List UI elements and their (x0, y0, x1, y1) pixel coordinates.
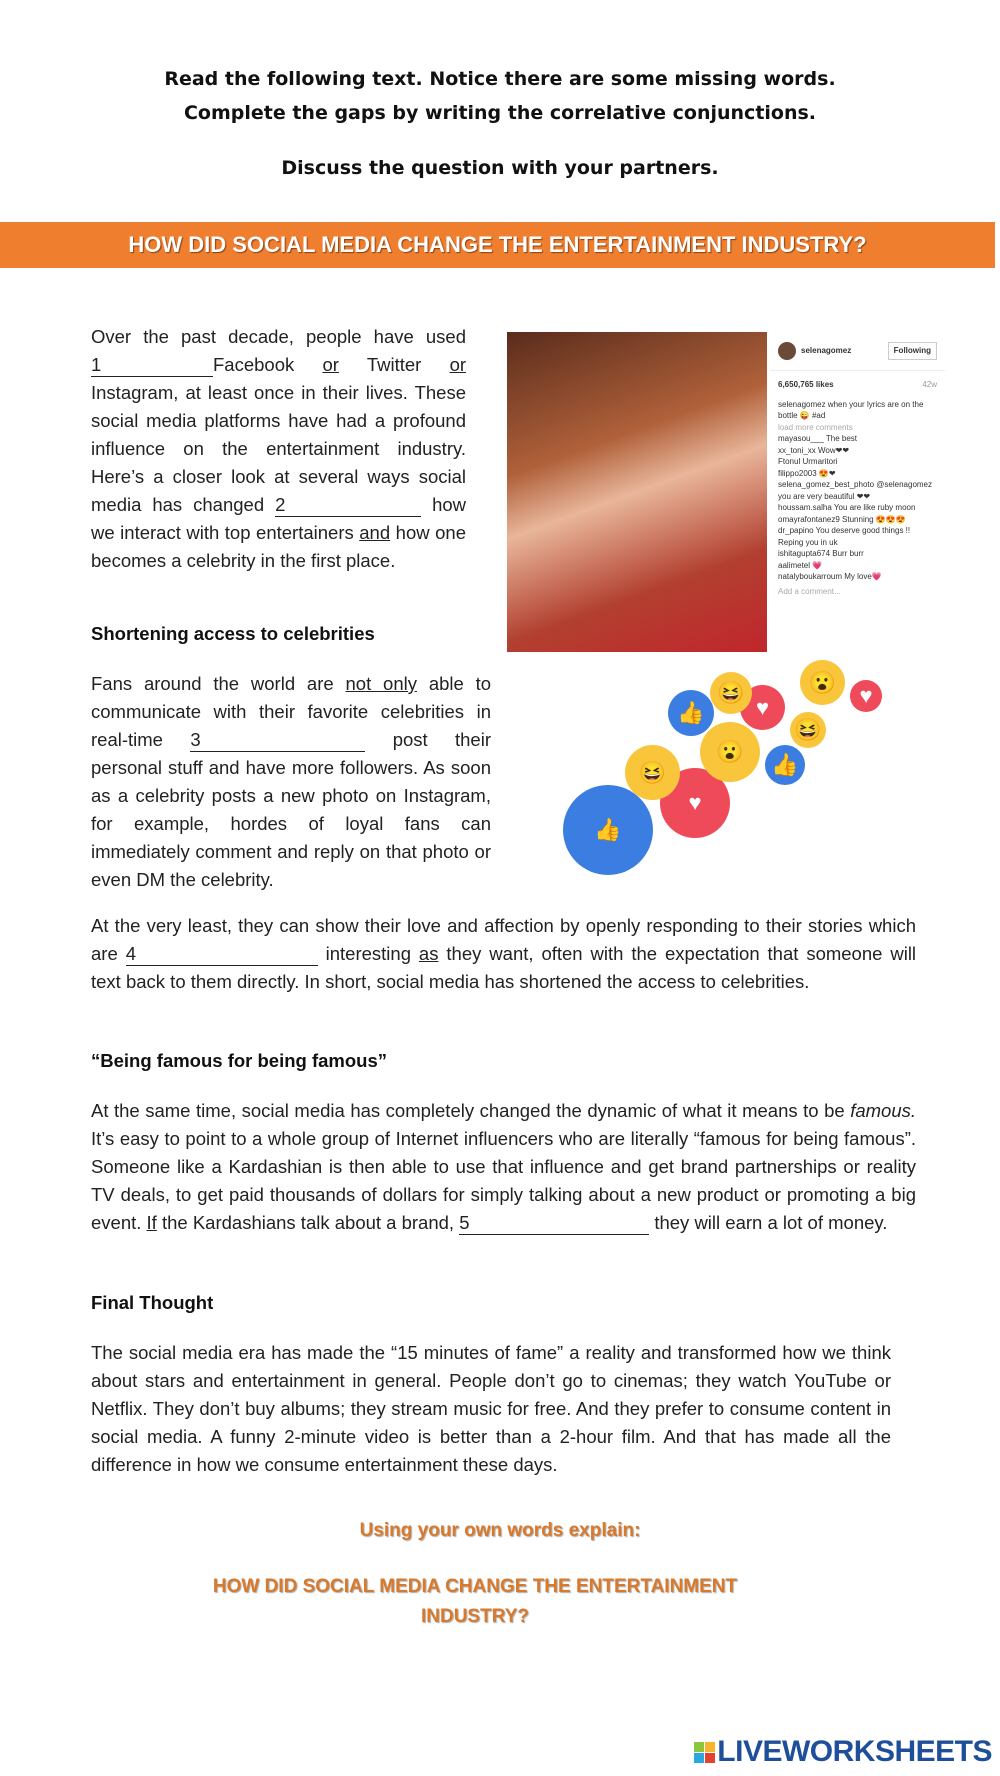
instruction-line-2: Complete the gaps by writing the correlative conjunctions. (183, 102, 817, 124)
ig-username: selenagomez (801, 346, 852, 356)
logo-icon (694, 1742, 715, 1763)
gap-3[interactable]: 3 (190, 729, 365, 752)
laugh-reaction-icon: 😆 (710, 672, 752, 714)
add-comment-input[interactable]: Add a comment... (778, 586, 841, 596)
gap-3-input[interactable] (201, 729, 351, 751)
ig-comment: Ftonul Urmaritori (778, 457, 838, 466)
heart-reaction-icon: ♥ (740, 685, 785, 730)
closing-prompt: Using your own words explain: (359, 1520, 641, 1541)
paragraph-intro: Over the past decade, people have used 1 Facebook or Twitter or Instagram, at least once in their lives. These social media platforms have had a profound influence on the entertainment industry. Here’s a closer look at several ways social media has changed 2 how we interact with top entertainers and how one becomes a celebrity in the first place. (91, 326, 467, 571)
laugh-reaction-icon: 😆 (790, 712, 826, 748)
like-reaction-icon: 👍 (765, 745, 805, 785)
instagram-post-panel (770, 332, 945, 652)
ig-comment: filippo2003 😍❤ (778, 468, 836, 478)
wow-reaction-icon: 😮 (800, 660, 845, 705)
closing-question: HOW DID SOCIAL MEDIA CHANGE THE ENTERTAINMENT INDUSTRY? (212, 1576, 738, 1627)
ig-comment: xx_toni_xx Wow❤❤ (778, 445, 850, 455)
following-button[interactable]: Following (888, 342, 937, 360)
ig-comment: dr_papino You deserve good things !! Reping you in uk (778, 526, 911, 547)
ig-comment: aalimetel 💗 (778, 560, 823, 570)
ig-comment: natalyboukarroum My love💗 (778, 572, 882, 581)
heading-shortening-access: Shortening access to celebrities (91, 623, 375, 644)
gap-5-input[interactable] (470, 1212, 642, 1234)
logo-text: LIVEWORKSHEETS (717, 1735, 992, 1768)
gap-4[interactable]: 4 (126, 943, 318, 966)
ig-comment: selenagomez when your lyrics are on the bottle 😜 #ad (778, 399, 924, 420)
ig-comment: mayasou___ The best (778, 434, 858, 443)
heading-final-thought: Final Thought (91, 1292, 214, 1313)
paragraph-access: Fans around the world are not only able to communicate with their favorite celebrities in real-time 3 post their personal stuff and have more followers. As soon as a celebrity posts a new photo on Instagram, for example, hordes of loyal fans can immediately comment and reply on that photo or even DM the celebrity. (91, 673, 492, 890)
avatar (778, 342, 796, 360)
title-banner: HOW DID SOCIAL MEDIA CHANGE THE ENTERTAINMENT INDUSTRY? (0, 222, 995, 268)
paragraph-final: The social media era has made the “15 minutes of fame” a reality and transformed how we think about stars and entertainment in general. People don’t go to cinemas; they watch YouTube or Netflix. They don’t buy albums; they stream music for free. And they prefer to consume content in social media. A funny 2-minute video is better than a 2-hour film. And that has made all the difference in how we consume entertainment these days. (91, 1342, 891, 1475)
gap-1-input[interactable] (101, 354, 206, 376)
gap-2-input[interactable] (285, 494, 413, 516)
instruction-line-1: Read the following text. Notice there are some missing words. (164, 68, 836, 90)
celebrity-photo (507, 332, 767, 652)
gap-5[interactable]: 5 (459, 1212, 649, 1235)
load-more-comments[interactable]: load more comments (778, 422, 853, 432)
gap-1[interactable]: 1 (91, 354, 213, 377)
heart-reaction-icon: ♥ (660, 768, 730, 838)
ig-likes: 6,650,765 likes (778, 380, 834, 389)
like-reaction-icon: 👍 (563, 785, 653, 875)
heading-famous: “Being famous for being famous” (91, 1050, 388, 1071)
heart-reaction-icon: ♥ (850, 680, 882, 712)
instruction-line-3: Discuss the question with your partners. (281, 157, 719, 179)
ig-age: 42w (922, 380, 937, 389)
ig-comment: houssam.salha You are like ruby moon (778, 503, 916, 512)
gap-2[interactable]: 2 (275, 494, 421, 517)
like-reaction-icon: 👍 (668, 690, 714, 736)
gap-4-input[interactable] (136, 943, 311, 965)
ig-comment: omayrafontanez9 Stunning 😍😍😍 (778, 514, 906, 524)
paragraph-famous: At the same time, social media has completely changed the dynamic of what it means to be famous. It’s easy to point to a whole group of Internet influencers who are literally “famous for being famous”. Someone like a Kardashian is then able to use that influence and get brand partnerships or reality TV deals, to get paid thousands of dollars for simply talking about a new product or promoting a big event. If the Kardashians talk about a brand, 5 they will earn a lot of money. (91, 1100, 916, 1233)
laugh-reaction-icon: 😆 (625, 745, 680, 800)
ig-comment: ishitagupta674 Burr burr (778, 549, 864, 558)
wow-reaction-icon: 😮 (700, 722, 760, 782)
paragraph-affection: At the very least, they can show their love and affection by openly responding to their stories which are 4 interesting as they want, often with the expectation that someone will text back to them directly. In short, social media has shortened the access to celebrities. (91, 915, 917, 992)
ig-comment: selena_gomez_best_photo @selenagomez you are very beautiful ❤❤ (778, 480, 933, 501)
liveworksheets-logo (694, 1735, 992, 1769)
